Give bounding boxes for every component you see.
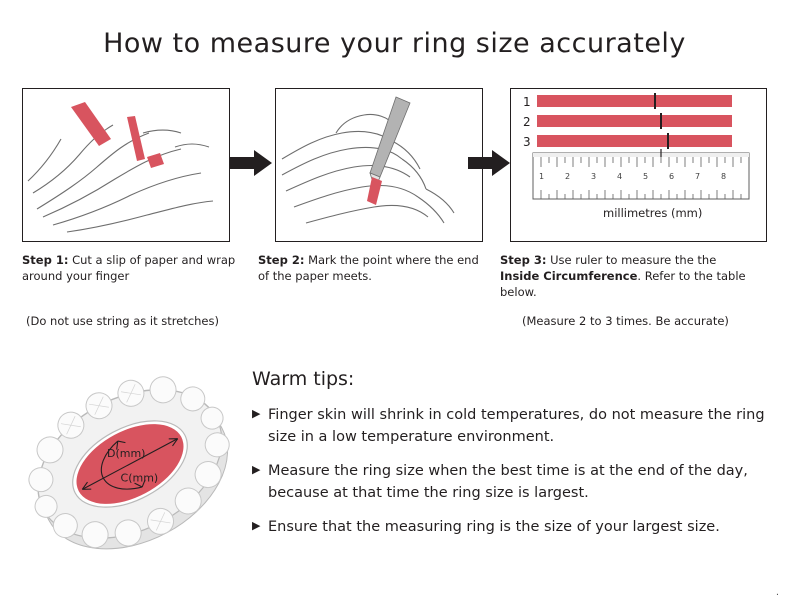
step-3-illustration (510, 88, 767, 242)
step-3-note: (Measure 2 to 3 times. Be accurate) (522, 314, 729, 328)
strip-label-2: 2 (523, 115, 531, 129)
diameter-label: D(mm) (107, 446, 146, 460)
step-3-text-after: . Refer to the table below. (500, 269, 746, 299)
strip-label-3: 3 (523, 135, 531, 149)
corner-mark: . (775, 587, 779, 598)
steps-illustrations (22, 88, 767, 248)
paper-strip-vertical (127, 116, 145, 161)
warm-tips-section (252, 368, 772, 550)
paper-strip-3 (537, 135, 732, 147)
paper-strip-1 (537, 95, 732, 107)
bullet-icon: ▶ (252, 463, 261, 476)
pencil-icon (370, 97, 410, 189)
step-1-text: Cut a slip of paper and wrap around your finger (22, 253, 236, 283)
ruler-tick-6: 6 (669, 172, 675, 181)
warm-tip-text: Ensure that the measuring ring is the size of your largest size. (268, 519, 720, 535)
arrow-step2-to-step3 (468, 150, 510, 176)
ruler-tick-5: 5 (643, 172, 649, 181)
arrow-step1-to-step2 (230, 150, 272, 176)
warm-tips-heading: Warm tips: (252, 368, 355, 390)
ruler-tick-8: 8 (721, 172, 727, 181)
paper-strip-diagonal (71, 102, 111, 146)
ruler-tick-1: 1 (539, 172, 545, 181)
hand-with-paper-strips-sketch (23, 89, 227, 239)
bullet-icon: ▶ (252, 519, 261, 532)
step-3-caption (500, 252, 748, 300)
step-1-caption (22, 252, 237, 284)
strip-mark-3 (667, 133, 669, 149)
bullet-icon: ▶ (252, 407, 261, 420)
ruler-unit-caption: millimetres (mm) (603, 206, 703, 220)
circumference-label: C(mm) (120, 471, 159, 485)
step-1-note: (Do not use string as it stretches) (26, 314, 219, 328)
ruler-tick-4: 4 (617, 172, 623, 181)
ring-diagram (18, 352, 243, 577)
step-1-label: Step 1: (22, 253, 69, 267)
step-2-label: Step 2: (258, 253, 305, 267)
marking-paper-with-pencil-sketch (276, 89, 480, 239)
step-3-text: Use ruler to measure the the (546, 253, 717, 267)
ruler-icon (533, 149, 749, 199)
paper-strip-marked (367, 177, 382, 205)
step-2-illustration (275, 88, 483, 242)
step-3-emphasis: Inside Circumference (500, 269, 638, 283)
strip-mark-2 (660, 113, 662, 129)
ruler-tick-2: 2 (565, 172, 571, 181)
step-1-illustration (22, 88, 230, 242)
ruler-and-strips-diagram (511, 89, 764, 239)
warm-tip-text: Finger skin will shrink in cold temperatures, do not measure the ring size in a low temperature environment. (268, 407, 765, 445)
page-title: How to measure your ring size accurately (103, 28, 686, 59)
strip-label-1: 1 (523, 95, 531, 109)
list-item (252, 460, 772, 504)
warm-tip-text: Measure the ring size when the best time is at the end of the day, because at that time the ring size is largest. (268, 463, 748, 501)
step-2-text: Mark the point where the end of the paper meets. (258, 253, 479, 283)
strip-mark-1 (654, 93, 656, 109)
ruler-tick-7: 7 (695, 172, 701, 181)
step-3-label: Step 3: (500, 253, 547, 267)
step-2-caption (258, 252, 480, 284)
paper-strip-2 (537, 115, 732, 127)
ruler-tick-3: 3 (591, 172, 597, 181)
list-item (252, 404, 772, 448)
list-item (252, 516, 772, 538)
